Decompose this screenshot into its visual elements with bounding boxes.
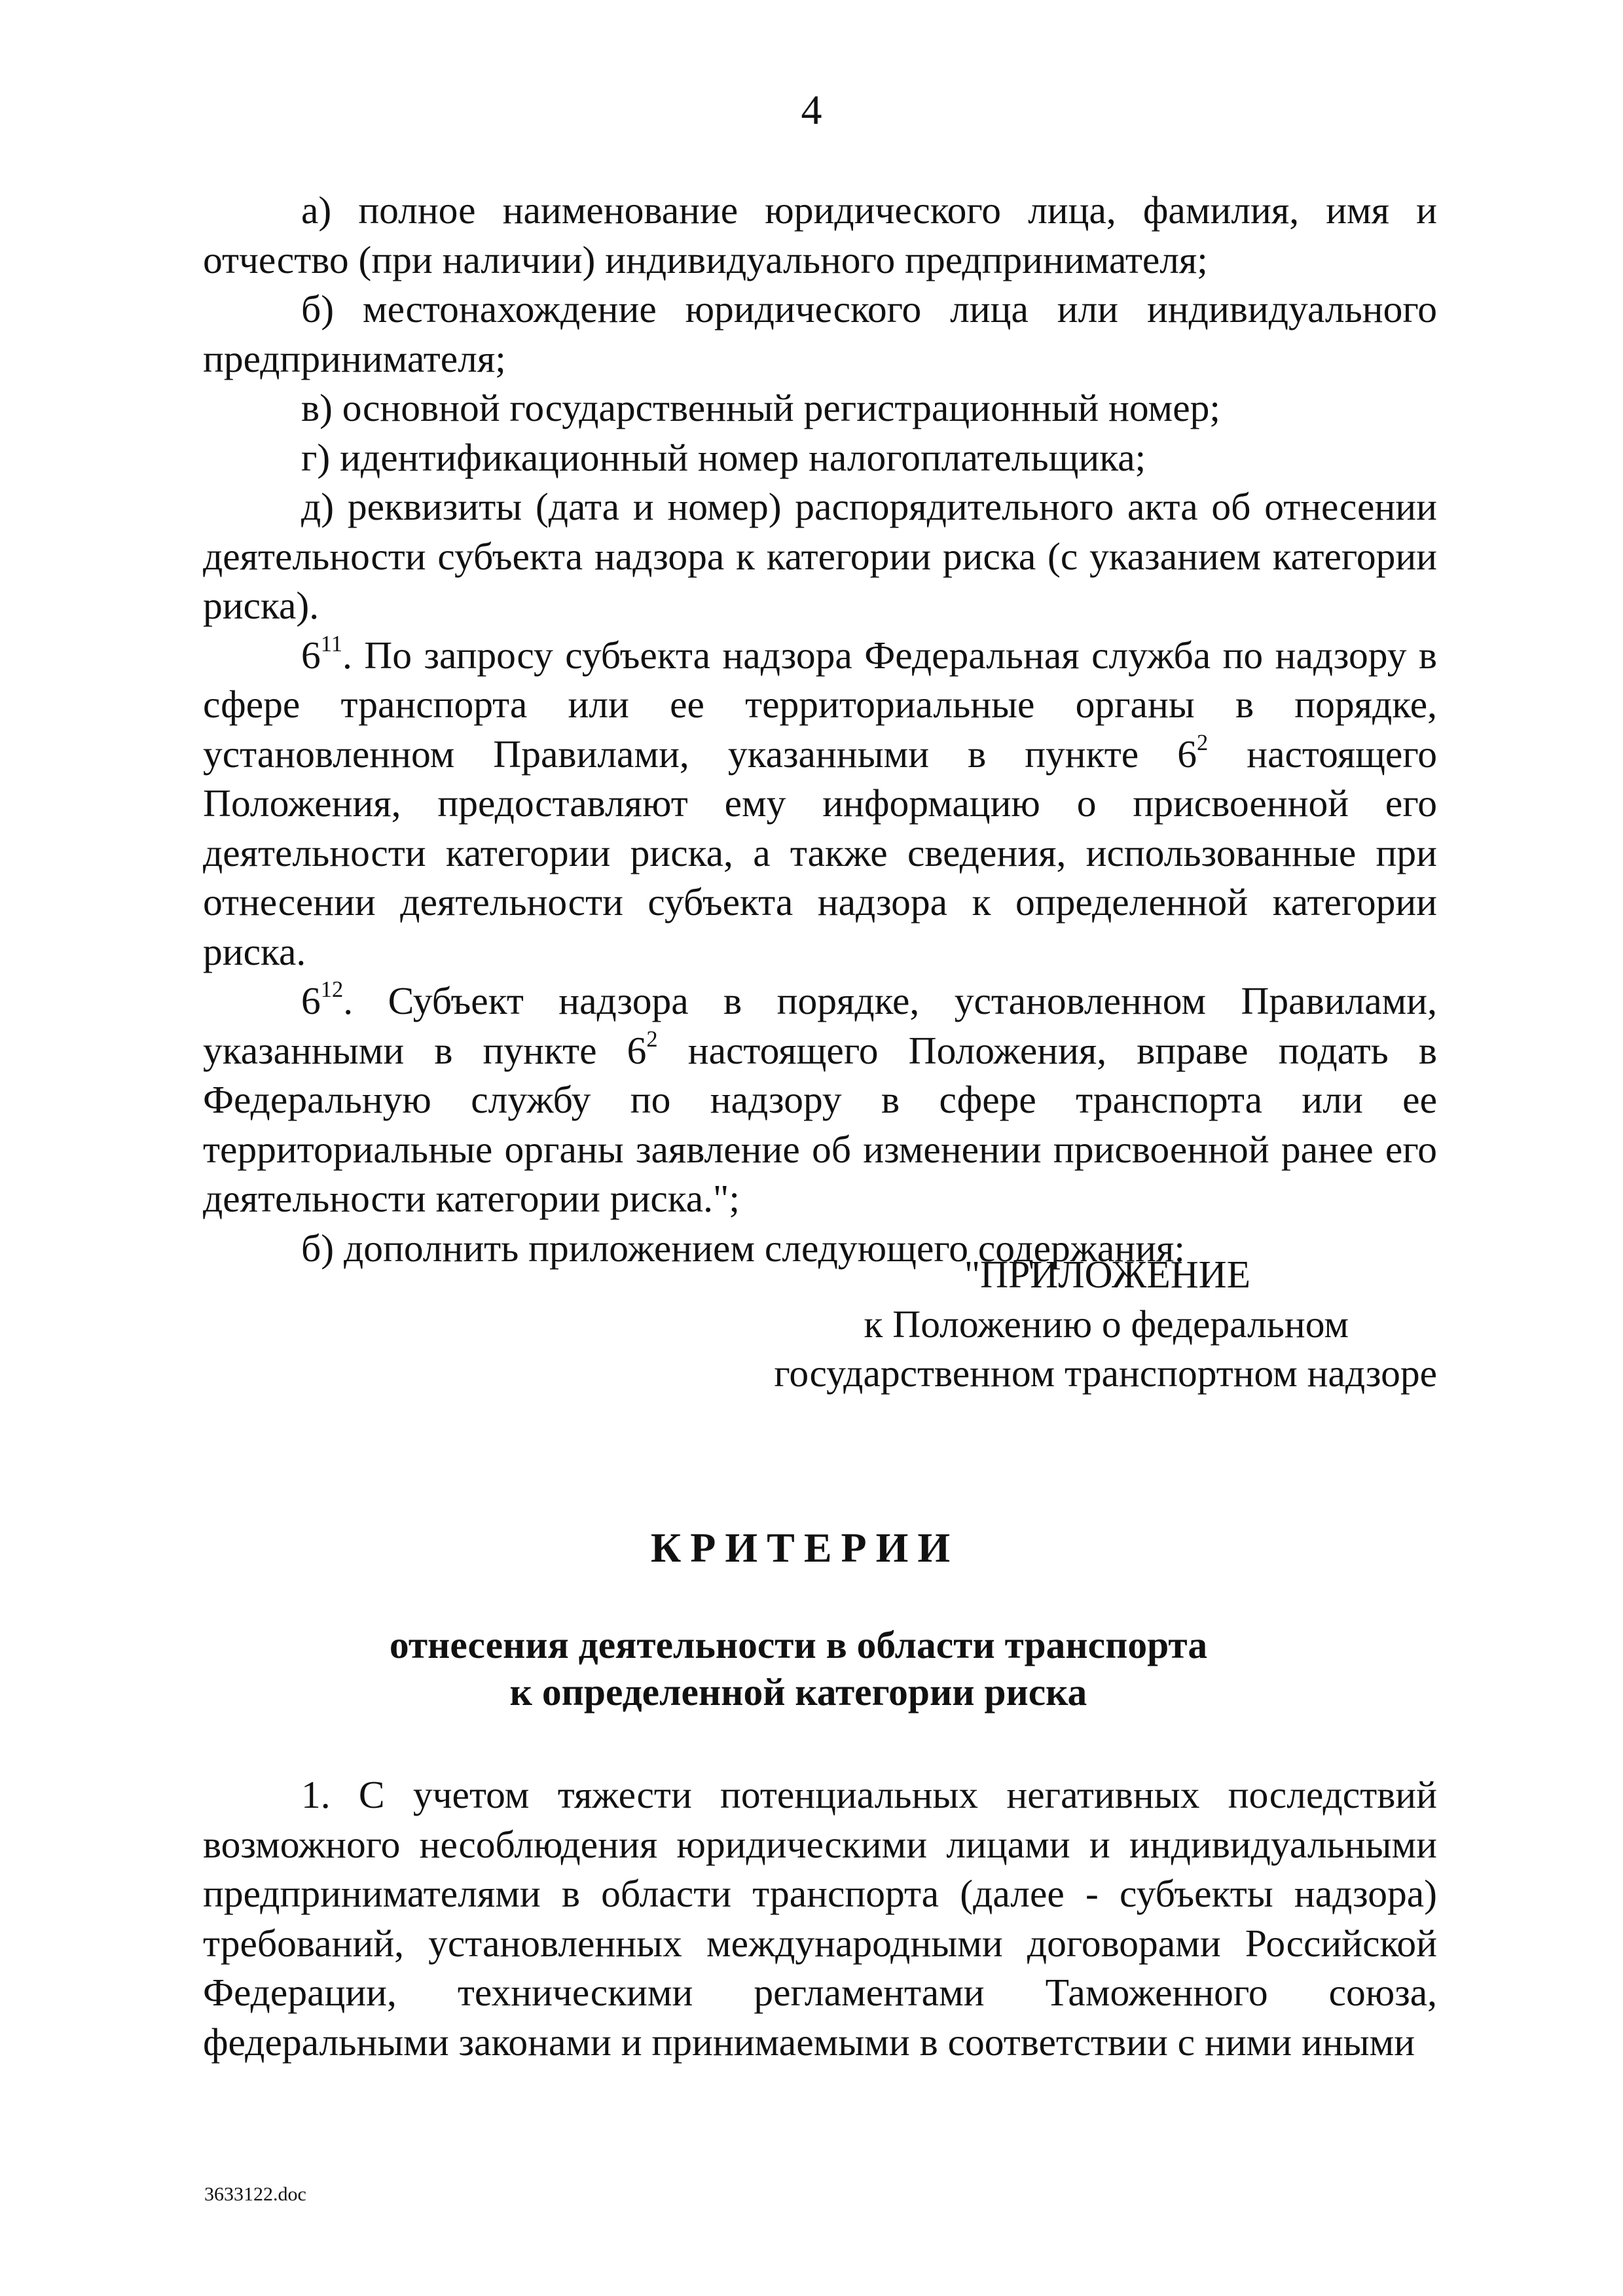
amendment-b: б) дополнить приложением следующего содержания: <box>301 1226 1185 1270</box>
criteria-subtitle-2: к определенной категории риска <box>509 1670 1087 1713</box>
paragraph-6-12 <box>203 977 1437 1224</box>
criteria-heading <box>0 1522 1623 1715</box>
list-item-a: а) полное наименование юридического лица, фамилия, имя и отчество (при наличии) индивидуального предпринимателя; <box>203 188 1437 281</box>
list-item-g: г) идентификационный номер налогоплательщика; <box>301 435 1146 479</box>
appendix-line-1: к Положению о федеральном <box>864 1302 1349 1346</box>
list-item-v: в) основной государственный регистрационный номер; <box>301 386 1220 429</box>
point-1: 1. С учетом тяжести потенциальных негативных последствий возможного несоблюдения юридическими лицами и индивидуальными предпринимателями в области транспорта (далее - субъекты надзора) требований, установленных международными договорами Российской Федерации, техническими регламентами Таможенного союза, федеральными законами и принимаемыми в соответствии с ними иными <box>203 1773 1437 2064</box>
appendix-line-2: государственном транспортном надзоре <box>774 1352 1437 1395</box>
paragraph-6-11-number: 6 <box>301 633 321 677</box>
paragraph-6-11-superscript: 11 <box>320 631 342 656</box>
page-number: 4 <box>801 86 822 133</box>
criteria-title: КРИТЕРИИ <box>650 1524 960 1571</box>
document-body-bottom <box>203 1770 1437 2067</box>
appendix-title: "ПРИЛОЖЕНИЕ <box>964 1253 1250 1296</box>
paragraph-6-11-text-1: . По запросу субъекта надзора Федеральная служба по надзору в сфере транспорта или ее территориальные органы в порядке, установленном Правилами, указанными в пункте 6 <box>203 633 1437 776</box>
paragraph-6-11-reference-superscript: 2 <box>1196 730 1209 755</box>
document-body-top <box>203 186 1437 1273</box>
criteria-subtitle-1: отнесения деятельности в области транспорта <box>389 1623 1208 1666</box>
list-item-d: д) реквизиты (дата и номер) распорядительного акта об отнесении деятельности субъекта надзора к категории риска (с указанием категории риска). <box>203 485 1437 627</box>
paragraph-6-11-text-2: настоящего Положения, предоставляют ему информацию о присвоенной его деятельности категории риска, а также сведения, использованные при отнесении деятельности субъекта надзора к определенной категории риска. <box>203 732 1437 973</box>
list-item-b: б) местонахождение юридического лица или индивидуального предпринимателя; <box>203 287 1437 380</box>
paragraph-6-12-text-1: . Субъект надзора в порядке, установленном Правилами, указанными в пункте 6 <box>203 979 1437 1072</box>
paragraph-6-12-text-2: настоящего Положения, вправе подать в Федеральную службу по надзору в сфере транспорта или ее территориальные органы заявление об изменении присвоенной ранее его деятельности категории риска."; <box>203 1028 1437 1220</box>
appendix-header <box>720 1250 1437 1399</box>
paragraph-6-12-number: 6 <box>301 979 321 1022</box>
paragraph-6-12-superscript: 12 <box>320 977 344 1003</box>
paragraph-6-11 <box>203 631 1437 977</box>
footer-document-name: 3633122.doc <box>204 2183 306 2205</box>
paragraph-6-12-reference-superscript: 2 <box>646 1026 658 1052</box>
